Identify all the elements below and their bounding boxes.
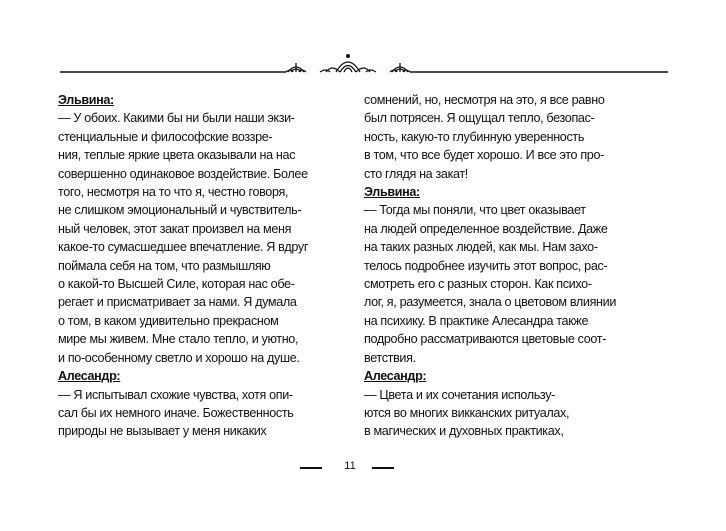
- text-line: поймала себя на том, что размышляю: [58, 258, 271, 273]
- text-line: на психику. В практике Алесандра также: [364, 313, 589, 328]
- text-line: не слишком эмоциональный и чувствитель-: [58, 203, 302, 218]
- text-line: ность, какую-то глубинную уверенность: [364, 129, 585, 144]
- text-line: телось подробнее изучить этот вопрос, рас-: [364, 258, 608, 273]
- text-line: того, несмотря на то что я, честно говоря,: [58, 185, 289, 200]
- text-line: подробно рассматриваются цветовые соот-: [364, 332, 607, 347]
- text-line: мире мы живем. Мне стало тепло, и уютно,: [58, 332, 299, 347]
- text-line: и по-особенному светло и хорошо на душе.: [58, 350, 300, 365]
- text-line: сомнений, но, несмотря на это, я все равно: [364, 93, 605, 107]
- header-ornament: [60, 52, 668, 76]
- text-line: о какой-то Высшей Силе, которая нас обе-: [58, 277, 295, 292]
- text-line: — Тогда мы поняли, что цвет оказывает: [364, 203, 586, 218]
- page-footer: [0, 458, 726, 478]
- text-line: сто глядя на закат!: [364, 166, 468, 181]
- text-line: — Цвета и их сочетания использу-: [364, 387, 556, 402]
- text-line: ный человек, этот закат произвел на меня: [58, 221, 292, 236]
- left-text-column: [58, 91, 340, 441]
- page-number: 11: [344, 460, 356, 472]
- text-line: какое-то сумасшедшее впечатление. Я вдруг: [58, 240, 309, 255]
- text-line: смотреть его с разных сторон. Как психо-: [364, 277, 592, 292]
- text-line: ния, теплые яркие цвета оказывали на нас: [58, 148, 296, 163]
- text-line: в магических и духовных практиках,: [364, 424, 564, 439]
- text-line: сал бы их немного иначе. Божественность: [58, 405, 294, 420]
- text-line: был потрясен. Я ощущал тепло, безопас-: [364, 111, 595, 126]
- text-line: о том, в каком удивительно прекрасном: [58, 313, 279, 328]
- text-line: ются во многих викканских ритуалах,: [364, 405, 570, 420]
- speaker-name: Эльвина:: [58, 93, 114, 107]
- speaker-name: Алесандр:: [58, 369, 121, 384]
- footer-dash-left: [300, 467, 322, 469]
- speaker-name: Алесандр:: [364, 369, 427, 384]
- text-line: — У обоих. Какими бы ни были наши экзи-: [58, 111, 295, 126]
- text-line: лог, я, разумеется, знала о цветовом влиянии: [364, 295, 617, 310]
- text-line: в том, что все будет хорошо. И все это про-: [364, 148, 604, 163]
- text-line: на людей определенное воздействие. Даже: [364, 221, 608, 236]
- speaker-name: Эльвина:: [364, 185, 420, 200]
- text-line: стенциальные и философские воззре-: [58, 129, 273, 144]
- lotus-ornament-icon: [286, 55, 410, 72]
- text-line: ветствия.: [364, 350, 416, 365]
- text-line: природы не вызывает у меня никаких: [58, 424, 267, 439]
- text-line: совершенно одинаковое воздействие. Более: [58, 166, 308, 181]
- text-line: регает и присматривает за нами. Я думала: [58, 295, 297, 310]
- text-line: на таких разных людей, как мы. Нам захо-: [364, 240, 598, 255]
- footer-dash-right: [372, 467, 394, 469]
- right-text-column: [364, 91, 646, 441]
- text-line: — Я испытывал схожие чувства, хотя опи-: [58, 387, 293, 402]
